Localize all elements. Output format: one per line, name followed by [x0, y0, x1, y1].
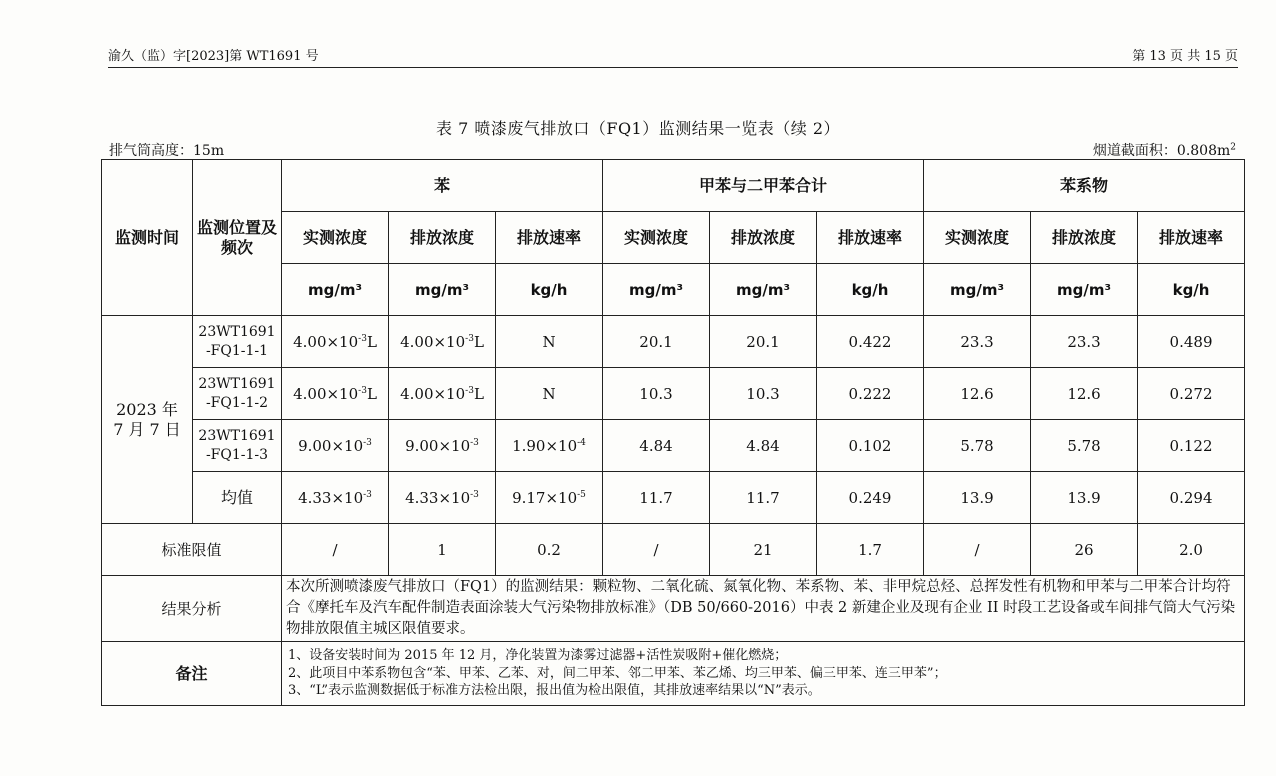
note-line: 3、“L”表示监测数据低于标准方法检出限，报出值为检出限值，其排放速率结果以“N”表示。	[288, 683, 821, 699]
exponent: -3	[470, 437, 479, 448]
position-cell	[193, 420, 282, 472]
subheader-cell: 排放速率	[817, 212, 924, 264]
value-cell: $4.00\times 10^{-3}L$	[282, 316, 389, 368]
note-line: 1、设备安装时间为 2015 年 12 月，净化装置为漆雾过滤器+活性炭吸附+催化燃烧；	[288, 648, 788, 664]
limit-cell: /	[282, 524, 389, 576]
group-header-benzene-series: 苯系物	[924, 160, 1245, 212]
analysis-text: 本次所测喷漆废气排放口（FQ1）的监测结果：颗粒物、二氧化硫、氮氧化物、苯系物、苯、非甲烷总烃、总挥发性有机物和甲苯与二甲苯合计均符合《摩托车及汽车配件制造表面涂装大气污染物排放标准》（DB 50/660-2016）中表 2 新建企业及现有企业 II 时段工艺设备或车间排气筒大气污染物排放限值主城区限值要求。	[282, 576, 1245, 642]
value-cell: 0.272	[1138, 368, 1245, 420]
date-cell	[102, 316, 193, 524]
subheader-cell: 排放浓度	[710, 212, 817, 264]
exponent: -3	[363, 437, 372, 448]
limit-cell: 1	[389, 524, 496, 576]
value-cell: $4.00\times 10^{-3}L$	[389, 368, 496, 420]
position-seq: -FQ1-1-2	[205, 394, 269, 411]
exponent: -3	[465, 333, 474, 344]
limit-cell: 26	[1031, 524, 1138, 576]
unit-cell: kg/h	[817, 264, 924, 316]
value-cell: $4.00\times 10^{-3}L$	[282, 368, 389, 420]
date-day: 7 月 7 日	[113, 419, 181, 439]
subheader-cell: 排放浓度	[389, 212, 496, 264]
value-cell: 10.3	[710, 368, 817, 420]
unit-cell: mg/m³	[924, 264, 1031, 316]
value-cell: 23.3	[924, 316, 1031, 368]
exponent: -5	[577, 489, 586, 500]
limit-cell: 0.2	[496, 524, 603, 576]
subheader-cell: 排放速率	[496, 212, 603, 264]
value-cell: 5.78	[1031, 420, 1138, 472]
exponent: -4	[577, 437, 586, 448]
value-cell: $9.00\times 10^{-3}$	[282, 420, 389, 472]
value-cell: 12.6	[1031, 368, 1138, 420]
value-cell: N	[496, 368, 603, 420]
results-table	[101, 159, 1245, 706]
page-header	[108, 49, 1238, 68]
value-cell: 23.3	[1031, 316, 1138, 368]
col-header-position: 监测位置及频次	[193, 160, 282, 316]
unit-cell: mg/m³	[389, 264, 496, 316]
exponent: -3	[358, 385, 367, 396]
value-cell: 4.84	[603, 420, 710, 472]
position-seq: -FQ1-1-1	[205, 342, 269, 359]
unit-cell: mg/m³	[710, 264, 817, 316]
group-header-benzene: 苯	[282, 160, 603, 212]
value-cell: $4.33\times 10^{-3}$	[282, 472, 389, 524]
subheader-cell: 排放浓度	[1031, 212, 1138, 264]
exponent: -3	[465, 385, 474, 396]
table-row	[102, 472, 1245, 524]
position-seq: -FQ1-1-3	[205, 446, 269, 463]
unit-cell: kg/h	[496, 264, 603, 316]
value-cell: 10.3	[603, 368, 710, 420]
value-cell: $9.00\times 10^{-3}$	[389, 420, 496, 472]
value-cell: 0.489	[1138, 316, 1245, 368]
position-id: 23WT1691	[198, 427, 276, 444]
subheader-cell: 实测浓度	[924, 212, 1031, 264]
limit-cell: /	[603, 524, 710, 576]
value-cell: 13.9	[1031, 472, 1138, 524]
value-cell: 5.78	[924, 420, 1031, 472]
value-cell: N	[496, 316, 603, 368]
page-number: 第 13 页 共 15 页	[1132, 49, 1238, 64]
limit-label: 标准限值	[102, 524, 282, 576]
value-cell: $4.33\times 10^{-3}$	[389, 472, 496, 524]
value-cell: 11.7	[603, 472, 710, 524]
unit-cell: mg/m³	[603, 264, 710, 316]
notes-label: 备注	[102, 642, 282, 706]
position-cell	[193, 316, 282, 368]
value-cell: 20.1	[710, 316, 817, 368]
stack-height: 排气筒高度：15m	[109, 143, 225, 159]
value-cell: $9.17\times 10^{-5}$	[496, 472, 603, 524]
flue-area	[1093, 140, 1236, 160]
value-cell: 0.222	[817, 368, 924, 420]
limit-cell: 21	[710, 524, 817, 576]
flue-area-label: 烟道截面积：0.808m	[1092, 143, 1231, 159]
value-cell: 20.1	[603, 316, 710, 368]
exponent: -3	[470, 489, 479, 500]
unit-cell: mg/m³	[282, 264, 389, 316]
subheader-cell: 实测浓度	[282, 212, 389, 264]
value-cell: 13.9	[924, 472, 1031, 524]
limit-cell: 1.7	[817, 524, 924, 576]
subheader-cell: 实测浓度	[603, 212, 710, 264]
table-row	[102, 316, 1245, 368]
unit-cell: mg/m³	[1031, 264, 1138, 316]
value-cell: 0.122	[1138, 420, 1245, 472]
table-row	[102, 368, 1245, 420]
value-cell: 11.7	[710, 472, 817, 524]
value-cell: 0.102	[817, 420, 924, 472]
position-cell: 均值	[193, 472, 282, 524]
subheader-cell: 排放速率	[1138, 212, 1245, 264]
value-cell: $4.00\times 10^{-3}L$	[389, 316, 496, 368]
group-header-toluene-xylene: 甲苯与二甲苯合计	[603, 160, 924, 212]
notes-text	[282, 642, 1245, 706]
limit-cell: 2.0	[1138, 524, 1245, 576]
table-row	[102, 420, 1245, 472]
date-year: 2023 年	[116, 399, 178, 419]
exponent: -3	[363, 489, 372, 500]
col-header-time: 监测时间	[102, 160, 193, 316]
note-line: 2、此项目中苯系物包含“苯、甲苯、乙苯、对，间二甲苯、邻二甲苯、苯乙烯、均三甲苯、偏三甲苯、连三甲苯”；	[288, 665, 947, 681]
limit-cell: /	[924, 524, 1031, 576]
value-cell: $1.90\times 10^{-4}$	[496, 420, 603, 472]
position-id: 23WT1691	[198, 375, 276, 392]
table-title: 表 7 喷漆废气排放口（FQ1）监测结果一览表（续 2）	[435, 119, 841, 138]
value-cell: 4.84	[710, 420, 817, 472]
value-cell: 0.249	[817, 472, 924, 524]
value-cell: 0.422	[817, 316, 924, 368]
position-id: 23WT1691	[198, 323, 276, 340]
flue-area-sup: 2	[1230, 142, 1236, 153]
unit-cell: kg/h	[1138, 264, 1245, 316]
position-cell	[193, 368, 282, 420]
exponent: -3	[358, 333, 367, 344]
value-cell: 0.294	[1138, 472, 1245, 524]
value-cell: 12.6	[924, 368, 1031, 420]
report-number: 渝久（监）字[2023]第 WT1691 号	[108, 49, 319, 64]
analysis-label: 结果分析	[102, 576, 282, 642]
